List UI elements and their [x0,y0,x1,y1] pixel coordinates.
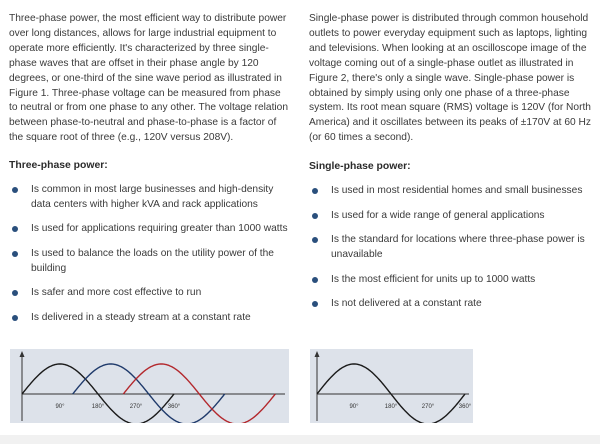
three-phase-bullet-list [9,183,291,325]
list-item-text: Is common in most large businesses and high-density data centers with higher kVA and rack applications [31,184,274,210]
list-item-text: Is the most efficient for units up to 1000 watts [331,273,536,285]
bullet-icon [312,237,318,243]
tick-label-360: 360° [167,404,181,410]
list-item-text: Is used for applications requiring greater than 1000 watts [31,223,288,235]
three-phase-column [9,12,291,335]
list-item-text: Is delivered in a steady stream at a constant rate [31,311,251,323]
bullet-icon [12,187,18,193]
list-item [309,297,591,312]
list-item [9,183,291,212]
tick-label-180: 180° [384,404,398,410]
list-item-text: Is used to balance the loads on the utility power of the building [31,247,274,274]
list-item [9,311,291,326]
tick-label-90: 90° [349,404,359,410]
tick-label-270: 270° [421,404,435,410]
tick-label-360: 360° [458,404,472,410]
tick-label-180: 180° [91,404,105,410]
list-item-text: Is the standard for locations where three-phase power is unavailable [331,234,585,260]
single-phase-heading: Single-phase power: [309,161,411,173]
three-phase-waveform-figure [10,349,289,423]
list-item [309,273,591,288]
bullet-icon [312,277,318,283]
list-item-text: Is safer and more cost effective to run [31,287,202,299]
y-axis-arrow-icon [315,351,320,357]
list-item [309,209,591,224]
single-phase-bullet-list [309,184,591,312]
bullet-icon [312,301,318,307]
bottom-scroll-bar [0,435,600,444]
single-phase-paragraph: Single-phase power is distributed through common household outlets to power everyday equipment such as laptops, lighting and televisions. When looking at an oscilloscope image of the voltage coming out of a single-phase outlet as illustrated in Figure 2, there's only a single wave. Single-phase power is obtained by simply using only one phase of a three-phase system. Its root mean square (RMS) voltage is 120V (for North America) and it oscillates between its peaks of ±170V at 60 Hz (or 60 times a second). [309,13,591,144]
tick-label-270: 270° [129,404,143,410]
single-phase-waveform-figure [310,349,473,423]
three-phase-paragraph: Three-phase power, the most efficient way to distribute power over long distances, allows for large industrial equipment to operate more efficiently. It's characterized by three single-phase waves that are offset in their phase angle by 120 degrees, or one-third of the sine wave period as illustrated in Figure 1. Three-phase voltage can be measured from phase to neutral or from one phase to any other. The voltage relation between phase-to-neutral and phase-to-phase is a factor of the square root of three (e.g., 120V versus 208V). [9,13,289,144]
list-item-text: Is not delivered at a constant rate [331,298,482,310]
list-item [9,247,291,276]
single-phase-waveform-diagram [310,349,473,423]
list-item-text: Is used for a wide range of general applications [331,209,545,221]
bullet-icon [312,213,318,219]
bullet-icon [312,188,318,194]
bullet-icon [12,290,18,296]
list-item-text: Is used in most residential homes and small businesses [331,185,583,197]
list-item [9,222,291,237]
list-item [9,286,291,301]
tick-label-90: 90° [55,404,65,410]
y-axis-arrow-icon [20,351,25,357]
three-phase-heading: Three-phase power: [9,160,108,172]
list-item [309,184,591,199]
bullet-icon [12,226,18,232]
three-phase-waveform-diagram [10,349,289,423]
bullet-icon [12,251,18,257]
bullet-icon [12,315,18,321]
single-phase-column [309,12,591,322]
list-item [309,233,591,262]
